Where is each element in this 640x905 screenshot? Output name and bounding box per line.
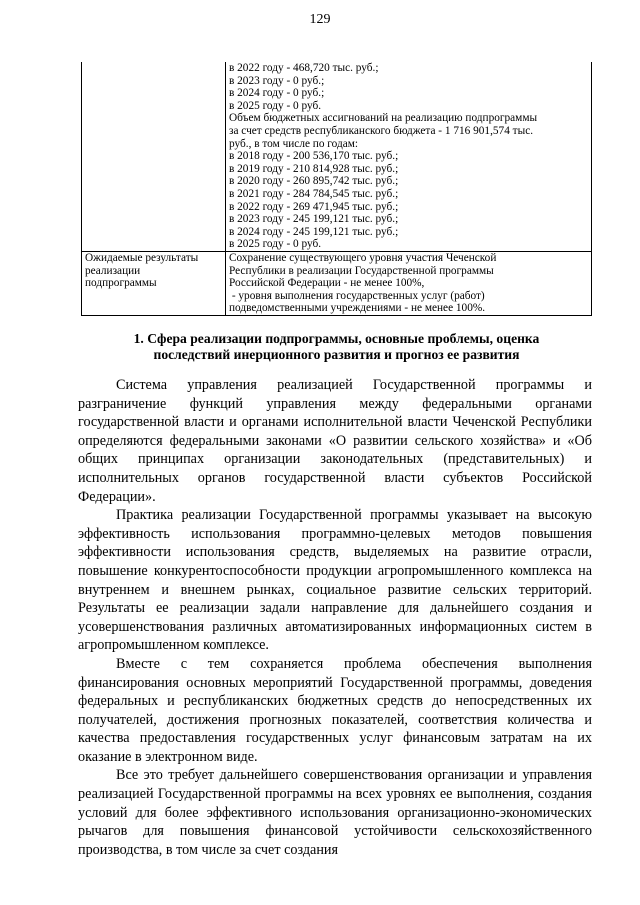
paragraph: Вместе с тем сохраняется проблема обеспечения выполнения финансирования основных мероприятий Государственной программы, доведения федеральных и республиканских бюджетных средств до непосредственных их получателей, достижения прогнозных показателей, соответствия количества и качества предоставления государственных услуг финансовым затратам на их оказание в электронном виде.: [78, 655, 592, 765]
funding-line: руб., в том числе по годам:: [229, 137, 359, 150]
funding-label-cell: [82, 62, 226, 251]
funding-line: в 2023 году - 0 руб.;: [229, 74, 325, 87]
results-label-line: подпрограммы: [85, 277, 157, 290]
funding-line: в 2020 году - 260 895,742 тыс. руб.;: [229, 175, 399, 188]
funding-value-cell: [226, 62, 592, 251]
results-value-line: Республики в реализации Государственной программы: [229, 264, 494, 277]
funding-line: в 2024 году - 245 199,121 тыс. руб.;: [229, 225, 399, 238]
results-label-cell: [82, 251, 226, 315]
funding-line: за счет средств республиканского бюджета - 1 716 901,574 тыс.: [229, 124, 534, 137]
funding-line: в 2018 году - 200 536,170 тыс. руб.;: [229, 150, 399, 163]
funding-line: в 2025 году - 0 руб.: [229, 238, 322, 251]
results-value-line: Сохранение существующего уровня участия Чеченской: [229, 251, 497, 264]
funding-line: в 2022 году - 468,720 тыс. руб.;: [229, 62, 379, 74]
results-value-cell: [226, 251, 592, 315]
table-row-funding: [82, 62, 592, 251]
funding-line: в 2019 году - 210 814,928 тыс. руб.;: [229, 162, 399, 175]
results-value-line: - уровня выполнения государственных услуг (работ): [229, 289, 485, 302]
funding-line: в 2023 году - 245 199,121 тыс. руб.;: [229, 213, 399, 226]
results-label-line: реализации: [85, 264, 141, 277]
funding-line: в 2024 году - 0 руб.;: [229, 87, 325, 100]
funding-line: в 2022 году - 269 471,945 тыс. руб.;: [229, 200, 399, 213]
subprogram-passport-table: [81, 62, 592, 316]
paragraph: Система управления реализацией Государственной программы и разграничение функций управления между федеральными органами государственной власти и органами исполнительной власти Чеченской Республики определяются федеральными законами «О развитии сельского хозяйства» и «Об общих принципах организации законодательных (представительных) и исполнительных органов государственной власти субъектов Российской Федерации».: [78, 377, 592, 505]
body-text: [78, 376, 592, 859]
funding-line: Объем бюджетных ассигнований на реализацию подпрограммы: [229, 112, 538, 125]
results-value-line: Российской Федерации - не менее 100%,: [229, 277, 425, 290]
table-row-results: [82, 251, 592, 315]
section-heading: [81, 331, 592, 363]
results-label-line: Ожидаемые результаты: [85, 251, 199, 264]
section-heading-line: 1. Сфера реализации подпрограммы, основные проблемы, оценка: [133, 331, 540, 346]
results-value-line: подведомственными учреждениями - не менее 100%.: [229, 302, 486, 315]
page-number: 129: [309, 12, 331, 27]
funding-line: в 2021 году - 284 784,545 тыс. руб.;: [229, 187, 399, 200]
paragraph: Практика реализации Государственной программы указывает на высокую эффективность использования программно-целевых методов повышения эффективности использования средств, выделяемых на развитие отрасли, повышение конкурентоспособности продукции агропромышленного комплекса на внутреннем и внешнем рынках, социальное развитие сельских территорий. Результаты ее реализации задали направление для дальнейшего создания и усовершенствования различных автоматизированных информационных систем в агропромышленном комплексе.: [78, 507, 592, 654]
section-heading-line: последствий инерционного развития и прогноз ее развития: [153, 347, 520, 362]
paragraph: Все это требует дальнейшего совершенствования организации и управления реализацией Государственной программы на всех уровнях ее выполнения, создания условий для более эффективного использования организационно-экономических рычагов для повышения финансовой устойчивости сельскохозяйственного производства, в том числе за счет создания: [78, 767, 592, 858]
funding-line: в 2025 году - 0 руб.: [229, 99, 322, 112]
